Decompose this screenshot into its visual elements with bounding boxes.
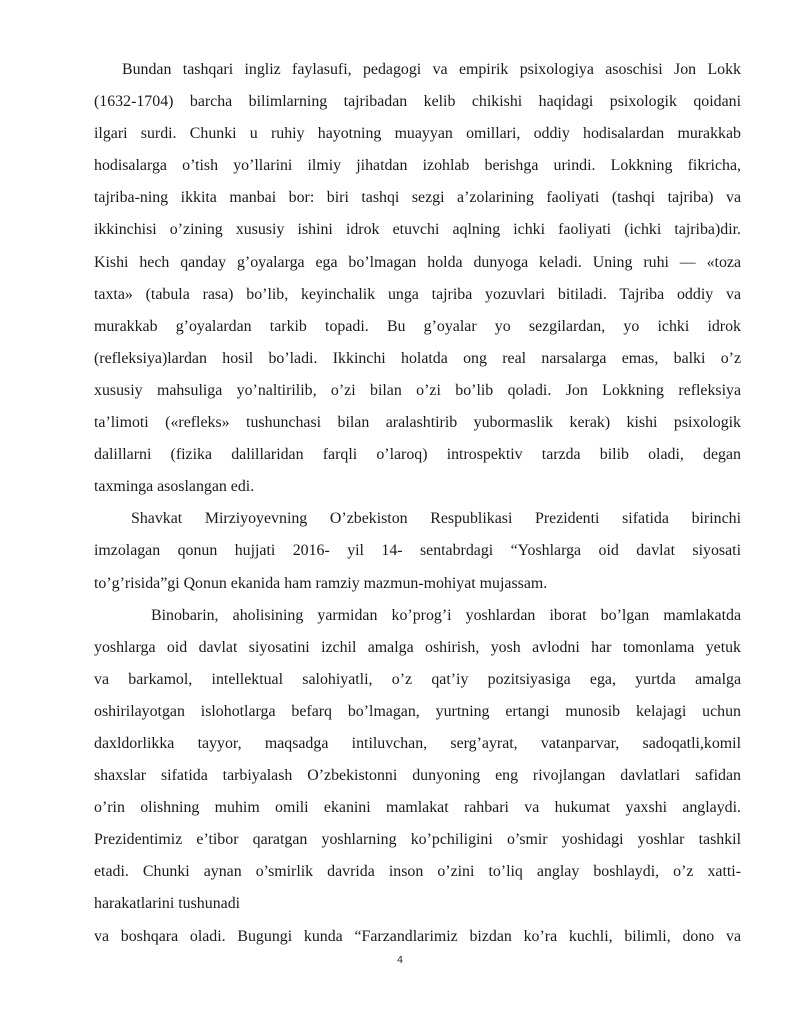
text-line: Binobarin, aholisining yarmidan ko’prog’i yoshlardan iborat bo’lgan mamlakatda [151, 606, 741, 624]
text-line: (refleksiya)lardan hosil bo’ladi. Ikkinchi holatda ong real narsalarga emas, balki o’z [94, 349, 741, 367]
text-line: tajriba-ning ikkita manbai bor: biri tashqi sezgi a’zolarining faoliyati (tashqi tajriba) va [94, 189, 741, 207]
text-line: ikkinchisi o’zining xususiy ishini idrok etuvchi aqlning ichki faoliyati (ichki tajriba)dir. [94, 221, 741, 239]
paragraph-locke [94, 54, 741, 503]
paragraph-youth-policy [94, 600, 741, 921]
text-line: daxldorlikka tayyor, maqsadga intiluvchan, serg’ayrat, vatanparvar, sadoqatli,komil [94, 734, 741, 752]
text-line: xususiy mahsuliga yo’naltirilib, o’zi bilan o’zi bo’lib qoladi. Jon Lokkning refleksiya [94, 381, 741, 399]
text-line: Prezidentimiz e’tibor qaratgan yoshlarning ko’pchiligini o’smir yoshidagi yoshlar tashkil [94, 831, 741, 849]
text-line: to’g’risida”gi Qonun ekanida ham ramziy mazmun-mohiyat mujassam. [94, 574, 548, 592]
text-line: ta’limoti («refleks» tushunchasi bilan aralashtirib yubormaslik kerak) kishi psixologik [94, 414, 741, 432]
text-line: ilgari surdi. Chunki u ruhiy hayotning muayyan omillari, oddiy hodisalardan murakkab [94, 125, 741, 143]
document-page [94, 54, 741, 953]
text-line: dalillarni (fizika dalillaridan farqli o’laroq) introspektiv tarzda bilib oladi, degan [94, 446, 741, 464]
paragraph-continuation [94, 921, 741, 953]
text-line: harakatlarini tushunadi [94, 895, 241, 913]
text-line: murakkab g’oyalardan tarkib topadi. Bu g’oyalar yo sezgilardan, yo ichki idrok [94, 317, 741, 335]
text-line: Shavkat Mirziyoyevning O’zbekiston Respublikasi Prezidenti sifatida birinchi [131, 510, 741, 528]
text-line: va barkamol, intellektual salohiyatli, o’z qat’iy pozitsiyasiga ega, yurtda amalga [94, 670, 741, 688]
paragraph-law [94, 503, 741, 599]
text-line: oshirilayotgan islohotlarga befarq bo’lmagan, yurtning ertangi munosib kelajagi uchun [94, 702, 741, 720]
text-line: Bundan tashqari ingliz faylasufi, pedagogi va empirik psixologiya asoschisi Jon Lokk [122, 61, 741, 78]
text-line: etadi. Chunki aynan o’smirlik davrida inson o’zini to’liq anglay boshlaydi, o’z xatti- [94, 863, 741, 881]
text-line: taxta» (tabula rasa) bo’lib, keyinchalik unga tajriba yozuvlari bitiladi. Tajriba oddiy va [94, 285, 741, 303]
text-line: taxminga asoslangan edi. [94, 478, 255, 496]
text-line: yoshlarga oid davlat siyosatini izchil amalga oshirish, yosh avlodni har tomonlama yetuk [94, 638, 741, 656]
text-line: o’rin olishning muhim omili ekanini mamlakat rahbari va hukumat yaxshi anglaydi. [94, 799, 741, 817]
text-line: va boshqara oladi. Bugungi kunda “Farzandlarimiz bizdan ko’ra kuchli, bilimli, dono va [94, 927, 741, 945]
text-line: hodisalarga o’tish yo’llarini ilmiy jihatdan izohlab berishga urindi. Lokkning fikricha, [94, 157, 741, 175]
text-line: Kishi hech qanday g’oyalarga ega bo’lmagan holda dunyoga keladi. Uning ruhi — «toza [94, 253, 741, 271]
text-line: shaxslar sifatida tarbiyalash O’zbekistonni dunyoning eng rivojlangan davlatlari safidan [94, 767, 741, 785]
text-line: (1632-1704) barcha bilimlarning tajribadan kelib chikishi haqidagi psixologik qoidani [94, 93, 741, 111]
text-line: imzolagan qonun hujjati 2016- yil 14- sentabrdagi “Yoshlarga oid davlat siyosati [94, 542, 741, 560]
page-number: 4 [396, 955, 404, 966]
